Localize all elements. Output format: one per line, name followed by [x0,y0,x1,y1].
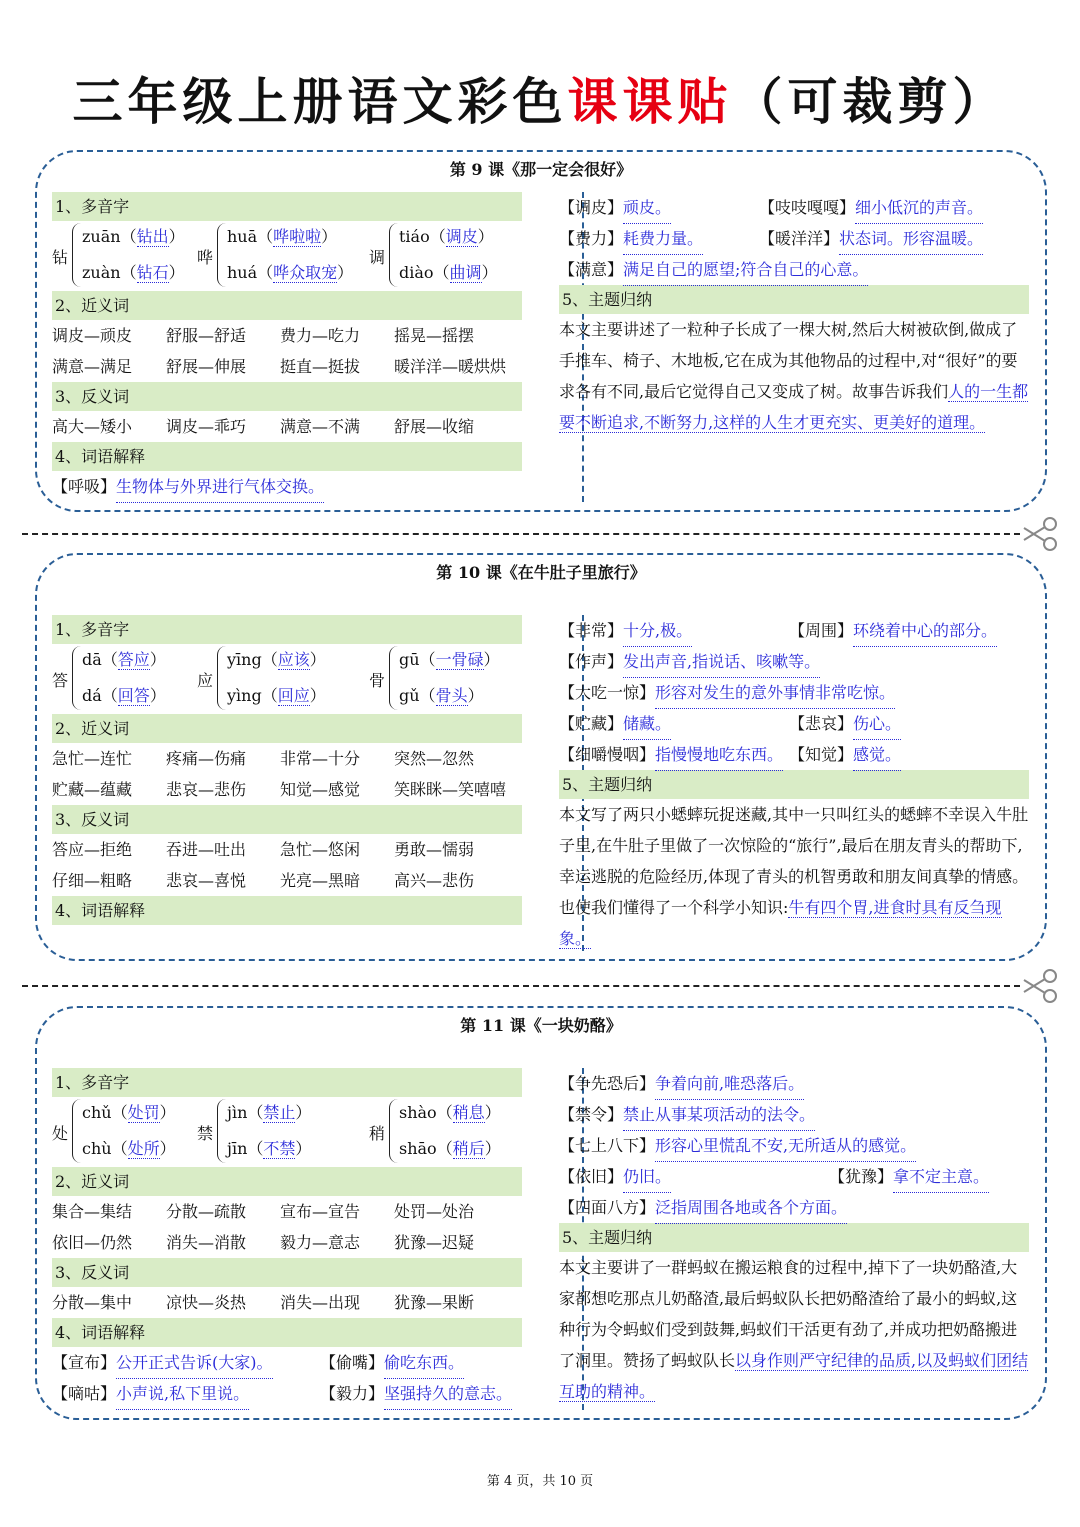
definition-item [52,1378,320,1410]
theme-summary [559,1252,1029,1407]
pinyin-close: ） [467,686,484,705]
summary-text: 本文写了两只小蟋蟀玩捉迷藏,其中一只叫红头的蟋蟀不幸误入牛肚子里,在牛肚子里做了一次惊险的“旅行”,最后在朋友青头的帮助下,幸运逃脱的危险经历,体现了青头的机智勇敢和朋友间真挚的情感。也使我们懂得了一个科学小知识: [559,805,1029,917]
definition-text: 拿不定主意。 [893,1161,989,1193]
pinyin-line [82,224,185,247]
polyphonic-char: 答 [52,671,69,690]
polyphonic-group [52,1097,522,1167]
definition-text: 状态词。形容温暖。 [839,223,983,255]
example-word: 哗啦啦 [273,227,322,246]
pinyin: yìng（ [227,686,278,705]
definition-term: 【调皮】 [559,198,624,217]
lesson-title: 第 9 课《那一定会很好》 [449,160,633,179]
polyphonic-group [52,221,522,291]
pinyin-line [227,224,337,247]
pinyin: dá（ [82,686,118,705]
example-word: 处罚 [127,1103,160,1122]
pinyin-line [227,683,326,706]
definition-term: 【宣布】 [52,1353,117,1372]
definition-row [559,1099,1029,1130]
pinyin: chù（ [82,1139,128,1158]
definition-row [559,708,1029,739]
definition-term: 【暖洋洋】 [759,229,840,248]
definition-row [559,615,1029,646]
section-definitions: 4、词语解释 [52,442,522,471]
definition-row [559,1068,1029,1099]
pinyin-line [399,683,484,706]
antonym-row [52,865,522,896]
word-pair: 勇敢—懦弱 [394,840,475,859]
pinyin-line [399,1136,501,1159]
pinyin-close: ） [477,227,494,246]
definition-term: 【呼吸】 [52,477,117,496]
pinyin-close: ） [159,1139,176,1158]
definition-text: 小声说,私下里说。 [116,1378,249,1410]
example-word: 回应 [277,686,310,705]
section-synonyms: 2、近义词 [52,1167,522,1196]
definition-term: 【偷嘴】 [320,1353,385,1372]
pinyin: chǔ（ [82,1103,128,1122]
definition-text: 争着向前,唯恐落后。 [655,1068,804,1100]
definition-text: 生物体与外界进行气体交换。 [116,471,324,503]
right-column [559,1068,1029,1407]
definition-item [559,254,868,286]
definition-text: 公开正式告诉(大家)。 [116,1347,273,1379]
brace-icon [217,1099,226,1163]
pinyin: huá（ [227,263,274,282]
definition-item [320,1347,464,1379]
word-pair: 舒展—伸展 [166,357,247,376]
word-pair: 处罚—处治 [394,1202,475,1221]
section-synonyms: 2、近义词 [52,714,522,743]
pinyin-close: ） [295,1103,312,1122]
definition-term: 【吱吱嘎嘎】 [759,198,856,217]
pinyin-close: ） [321,227,338,246]
definition-text: 仍旧。 [623,1161,671,1193]
definition-row [559,254,1029,285]
definition-item [829,1161,989,1193]
word-pair: 答应—拒绝 [52,840,133,859]
pinyin: zuàn（ [82,263,137,282]
definition-term: 【非常】 [559,621,624,640]
section-definitions: 4、词语解释 [52,1318,522,1347]
word-pair: 摇晃—摇摆 [394,326,475,345]
definition-text: 感觉。 [853,739,901,771]
pinyin: shào（ [399,1103,453,1122]
word-pair: 依旧—仍然 [52,1233,133,1252]
right-column [559,615,1029,954]
pinyin: huā（ [227,227,274,246]
pinyin-line [82,1100,176,1123]
pinyin-close: ） [149,686,166,705]
brace-icon [389,223,398,287]
lesson-title: 第 10 课《在牛肚子里旅行》 [436,563,646,582]
word-pair: 急忙—悠闲 [280,840,361,859]
word-pair: 非常—十分 [280,749,361,768]
pinyin-line [227,647,326,670]
word-pair: 满意—满足 [52,357,133,376]
pinyin-close: ） [484,1139,501,1158]
definition-text: 指慢慢地吃东西。 [655,739,783,771]
left-column [52,615,522,925]
left-column [52,192,522,502]
word-pair: 悲哀—悲伤 [166,780,247,799]
pinyin: dā（ [82,650,118,669]
synonym-row [52,351,522,382]
pinyin: yīng（ [227,650,278,669]
example-word: 应该 [277,650,310,669]
summary-text: 本文主要讲了一群蚂蚁在搬运粮食的过程中,掉下了一块奶酪渣,大家都想吃那点儿奶酪渣,最后蚂蚁队长把奶酪渣给了最小的蚂蚁,这种行为令蚂蚁们受到鼓舞,蚂蚁们干活更有劲了,并成功把奶酪搬进了洞里。赞扬了蚂蚁队长 [559,1258,1018,1370]
pinyin-line [82,647,166,670]
example-word: 曲调 [449,263,482,282]
definition-item [559,615,789,647]
definition-term: 【作声】 [559,652,624,671]
definition-text: 储藏。 [623,708,671,740]
example-word: 一骨碌 [435,650,484,669]
pinyin-close: ） [159,1103,176,1122]
section-definitions: 4、词语解释 [52,896,522,925]
pinyin-line [227,260,353,283]
brace-icon [389,1099,398,1163]
definition-item [320,1378,512,1410]
pinyin: jīn（ [227,1139,264,1158]
example-word: 稍后 [452,1139,485,1158]
definition-row [559,1130,1029,1161]
word-pair: 暖洋洋—暖烘烘 [394,357,507,376]
antonym-row [52,834,522,865]
definition-term: 【知觉】 [789,745,854,764]
pinyin: tiáo（ [399,227,446,246]
definition-term: 【争先恐后】 [559,1074,656,1093]
brace-icon [72,223,81,287]
definition-row [559,739,1029,770]
pinyin-close: ） [149,650,166,669]
word-pair: 宣布—宣告 [280,1202,361,1221]
example-word: 钻石 [136,263,169,282]
cut-line [22,985,1020,987]
definition-item [759,223,983,255]
example-word: 答应 [117,650,150,669]
synonym-row [52,320,522,351]
polyphonic-char: 钻 [52,248,69,267]
definition-term: 【禁令】 [559,1105,624,1124]
definition-item [559,646,820,678]
page-footer: 第 4 页，共 10 页 [486,1474,594,1489]
word-pair: 凉快—炎热 [166,1293,247,1312]
antonym-row [52,1287,522,1318]
example-word: 钻出 [136,227,169,246]
word-pair: 高大—矮小 [52,417,133,436]
definition-row [559,677,1029,708]
definition-row [559,1161,1029,1192]
brace-icon [72,1099,81,1163]
definition-item [52,1347,320,1379]
example-word: 回答 [117,686,150,705]
pinyin-close: ） [309,686,326,705]
word-pair: 吞进—吐出 [166,840,247,859]
pinyin: shāo（ [399,1139,453,1158]
page-title: 三年级上册语文彩色课课贴（可裁剪） [72,73,1008,131]
pinyin: jìn（ [227,1103,264,1122]
polyphonic-group [52,644,522,714]
definition-text: 耗费力量。 [623,223,703,255]
definition-row [52,471,522,502]
polyphonic-char: 调 [369,248,386,267]
section-polyphonic: 1、多音字 [52,192,522,221]
synonym-row [52,1196,522,1227]
definition-item [559,1130,916,1162]
word-pair: 仔细—粗略 [52,871,133,890]
summary-text: 本文主要讲述了一粒种子长成了一棵大树,然后大树被砍倒,做成了手推车、椅子、木地板,它在成为其他物品的过程中,对“很好”的要求各有不同,最后它觉得自己又变成了树。故事告诉我们 [559,320,1018,401]
brace-icon [72,646,81,710]
pinyin: zuān（ [82,227,137,246]
word-pair: 舒展—收缩 [394,417,475,436]
definition-term: 【四面八方】 [559,1198,656,1217]
polyphonic-char: 稍 [369,1124,386,1143]
definition-term: 【依旧】 [559,1167,624,1186]
pinyin-close: ） [337,263,354,282]
definition-term: 【嘀咕】 [52,1384,117,1403]
section-theme: 5、主题归纳 [559,285,1029,314]
definition-text: 顽皮。 [623,192,671,224]
summary-highlight: 牛有四个胃,进食时具有反刍现象。 [559,898,1002,948]
polyphonic-char: 哗 [197,248,214,267]
definition-text: 环绕着中心的部分。 [853,615,997,647]
theme-summary [559,799,1029,954]
example-word: 禁止 [263,1103,296,1122]
word-pair: 消失—出现 [280,1293,361,1312]
definition-item [559,1068,804,1100]
word-pair: 满意—不满 [280,417,361,436]
definition-row [559,1192,1029,1223]
word-pair: 贮藏—蕴藏 [52,780,133,799]
definition-item [789,708,901,740]
word-pair: 调皮—乖巧 [166,417,247,436]
definition-row [559,223,1029,254]
scissors-icon [1020,514,1060,554]
cut-line [22,533,1020,535]
synonym-row [52,1227,522,1258]
word-pair: 分散—疏散 [166,1202,247,1221]
word-pair: 犹豫—果断 [394,1293,475,1312]
definition-item [759,192,983,224]
definition-term: 【贮藏】 [559,714,624,733]
definition-item [559,739,789,771]
word-pair: 分散—集中 [52,1293,133,1312]
lesson-card [35,553,1047,961]
pinyin: gū（ [399,650,436,669]
word-pair: 知觉—感觉 [280,780,361,799]
definition-item [52,471,324,503]
synonym-row [52,743,522,774]
definition-text: 泛指周围各地或各个方面。 [655,1192,847,1224]
definition-item [559,1099,815,1131]
pinyin: diào（ [399,263,450,282]
definition-item [789,615,997,647]
pinyin-line [399,224,494,247]
theme-summary [559,314,1029,438]
brace-icon [217,223,226,287]
pinyin-line [227,1100,311,1123]
pinyin-close: ） [168,227,185,246]
polyphonic-char: 骨 [369,671,386,690]
section-theme: 5、主题归纳 [559,770,1029,799]
polyphonic-char: 处 [52,1124,69,1143]
pinyin: gǔ（ [399,686,436,705]
word-pair: 调皮—顽皮 [52,326,133,345]
word-pair: 犹豫—迟疑 [394,1233,475,1252]
definition-text: 十分,极。 [623,615,692,647]
definition-item [559,1192,847,1224]
brace-icon [217,646,226,710]
definition-term: 【满意】 [559,260,624,279]
section-synonyms: 2、近义词 [52,291,522,320]
definition-term: 【毅力】 [320,1384,385,1403]
word-pair: 挺直—挺拔 [280,357,361,376]
example-word: 稍息 [452,1103,485,1122]
pinyin-close: ） [295,1139,312,1158]
definition-item [559,223,759,255]
definition-row [559,192,1029,223]
section-antonyms: 3、反义词 [52,1258,522,1287]
definition-row [52,1347,522,1378]
pinyin-close: ） [484,1103,501,1122]
word-pair: 突然—忽然 [394,749,475,768]
definition-term: 【细嚼慢咽】 [559,745,656,764]
definition-text: 禁止从事某项活动的法令。 [623,1099,815,1131]
pinyin-line [82,1136,176,1159]
definition-item [559,677,895,709]
summary-highlight: 人的一生都要不断追求,不断努力,这样的人生才更充实、更美好的道理。 [559,382,1029,432]
definition-term: 【大吃一惊】 [559,683,656,702]
word-pair: 舒服—舒适 [166,326,247,345]
polyphonic-char: 禁 [197,1124,214,1143]
example-word: 不禁 [263,1139,296,1158]
brace-icon [389,646,398,710]
lesson-title: 第 11 课《一块奶酪》 [460,1016,622,1035]
word-pair: 消失—消散 [166,1233,247,1252]
word-pair: 笑眯眯—笑嘻嘻 [394,780,507,799]
section-polyphonic: 1、多音字 [52,1068,522,1097]
left-column [52,1068,522,1409]
pinyin-line [399,647,500,670]
lesson-card [35,150,1047,512]
pinyin-line [399,260,498,283]
pinyin-close: ） [168,263,185,282]
summary-highlight: 以身作则严守纪律的品质,以及蚂蚁们团结互助的精神。 [559,1351,1029,1401]
definition-text: 偷吃东西。 [384,1347,464,1379]
pinyin-line [227,1136,311,1159]
word-pair: 集合—集结 [52,1202,133,1221]
section-antonyms: 3、反义词 [52,382,522,411]
word-pair: 高兴—悲伤 [394,871,475,890]
definition-text: 形容心里慌乱不安,无所适从的感觉。 [655,1130,916,1162]
pinyin-close: ） [483,650,500,669]
scissors-icon [1020,966,1060,1006]
definition-text: 坚强持久的意志。 [384,1378,512,1410]
definition-item [559,708,789,740]
definition-item [789,739,901,771]
definition-text: 形容对发生的意外事情非常吃惊。 [655,677,895,709]
definition-term: 【犹豫】 [829,1167,894,1186]
word-pair: 疼痛—伤痛 [166,749,247,768]
pinyin-line [82,260,185,283]
definition-row [559,646,1029,677]
definition-term: 【周围】 [789,621,854,640]
example-word: 调皮 [445,227,478,246]
lesson-card [35,1006,1047,1420]
section-antonyms: 3、反义词 [52,805,522,834]
definition-text: 发出声音,指说话、咳嗽等。 [623,646,820,678]
definition-term: 【悲哀】 [789,714,854,733]
definition-text: 伤心。 [853,708,901,740]
section-theme: 5、主题归纳 [559,1223,1029,1252]
definition-text: 细小低沉的声音。 [855,192,983,224]
antonym-row [52,411,522,442]
word-pair: 急忙—连忙 [52,749,133,768]
definition-item [559,192,759,224]
right-column [559,192,1029,438]
word-pair: 费力—吃力 [280,326,361,345]
section-polyphonic: 1、多音字 [52,615,522,644]
word-pair: 光亮—黑暗 [280,871,361,890]
pinyin-close: ） [309,650,326,669]
pinyin-close: ） [481,263,498,282]
example-word: 哗众取宠 [273,263,338,282]
example-word: 骨头 [435,686,468,705]
definition-term: 【费力】 [559,229,624,248]
example-word: 处所 [127,1139,160,1158]
definition-row [52,1378,522,1409]
polyphonic-char: 应 [197,671,214,690]
pinyin-line [82,683,166,706]
word-pair: 悲哀—喜悦 [166,871,247,890]
definition-text: 满足自己的愿望;符合自己的心意。 [623,254,868,286]
definition-term: 【七上八下】 [559,1136,656,1155]
definition-item [559,1161,829,1193]
synonym-row [52,774,522,805]
word-pair: 毅力—意志 [280,1233,361,1252]
pinyin-line [399,1100,501,1123]
